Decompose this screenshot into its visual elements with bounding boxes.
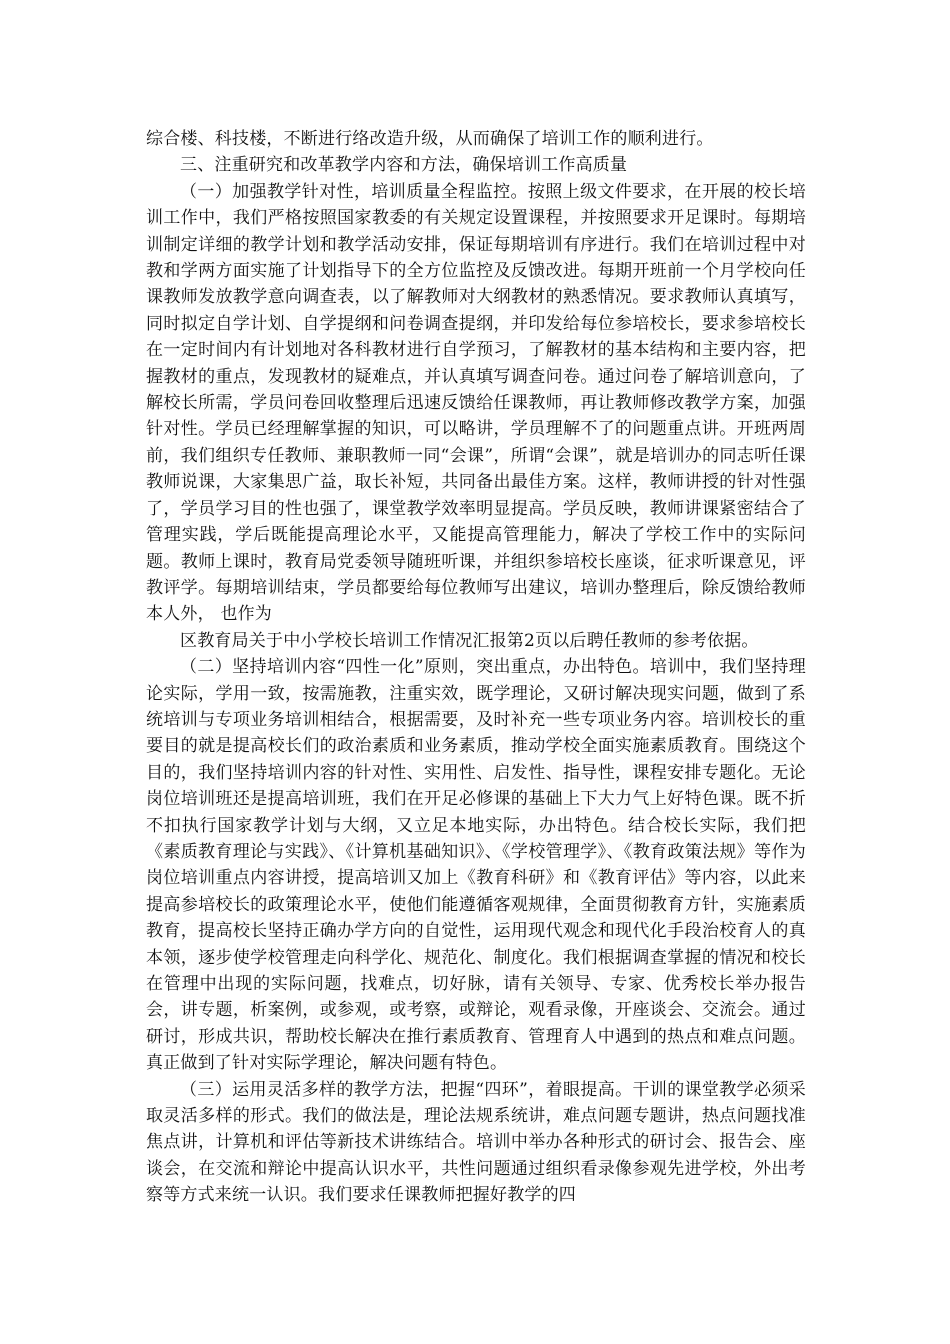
paragraph-1: （一）加强教学针对性，培训质量全程监控。按照上级文件要求，在开展的校长培训工作中，我们严格按照国家教委的有关规定设置课程，并按照要求开足课时。每期培训制定详细的教学计划和教学活动安排，保证每期培训有序进行。我们在培训过程中对教和学两方面实施了计划指导下的全方位监控及反馈改进。每期开班前一个月学校向任课教师发放教学意向调查表，以了解教师对大纲教材的熟悉情况。要求教师认真填写，同时拟定自学计划、自学提纲和问卷调查提纲，并印发给每位参培校长，要求参培校长在一定时间内有计划地对各科教材进行自学预习，了解教材的基本结构和主要内容，把握教材的重点，发现教材的疑难点，并认真填写调查问卷。通过问卷了解培训意向，了解校长所需，学员问卷回收整理后迅速反馈给任课教师，再让教师修改教学方案，加强针对性。学员已经理解掌握的知识，可以略讲，学员理解不了的问题重点讲。开班两周前，我们组织专任教师、兼职教师一同“会课”，所谓“会课”，就是培训办的同志听任课教师说课，大家集思广益，取长补短，共同备出最佳方案。这样，教师讲授的针对性强了，学员学习目的性也强了，课堂教学效率明显提高。学员反映，教师讲课紧密结合了管理实践，学后既能提高理论水平，又能提高管理能力，解决了学校工作中的实际问题。教师上课时，教育局党委领导随班听课，并组织参培校长座谈，征求听课意见，评教评学。每期培训结束，学员都要给每位教师写出建议，培训办整理后，除反馈给教师本人外， 也作为 <box>146 181 806 625</box>
paragraph-3: （三）运用灵活多样的教学方法，把握“四环”，着眼提高。干训的课堂教学必须采取灵活多样的形式。我们的做法是，理论法规系统讲，难点问题专题讲，热点问题找准焦点讲，计算机和评估等新技术讲练结合。培训中举办各种形式的研讨会、报告会、座谈会，在交流和辩论中提高认识水平，共性问题通过组织看录像参观先进学校，外出考察等方式来统一认识。我们要求任课教师把握好教学的四 <box>146 1079 806 1206</box>
paragraph-1-continuation: 区教育局关于中小学校长培训工作情况汇报第2页以后聘任教师的参考依据。 <box>180 630 759 651</box>
section-heading-3: 三、注重研究和改革教学内容和方法，确保培训工作高质量 <box>180 155 628 176</box>
paragraph-2: （二）坚持培训内容“四性一化”原则，突出重点，办出特色。培训中，我们坚持理论实际，学用一致，按需施教，注重实效，既学理论，又研讨解决现实问题，做到了系统培训与专项业务培训相结合，根据需要，及时补充一些专项业务内容。培训校长的重要目的就是提高校长们的政治素质和业务素质，推动学校全面实施素质教育。围绕这个目的，我们坚持培训内容的针对性、实用性、启发性、指导性，课程安排专题化。无论岗位培训班还是提高培训班，我们在开足必修课的基础上下大力气上好特色课。既不折不扣执行国家教学计划与大纲，又立足本地实际，办出特色。结合校长实际，我们把《素质教育理论与实践》、《计算机基础知识》、《学校管理学》、《教育政策法规》等作为岗位培训重点内容讲授，提高培训又加上《教育科研》和《教育评估》等内容，以此来提高参培校长的政策理论水平，使他们能遵循客观规律，全面贯彻教育方针，实施素质教育，提高校长坚持正确办学方向的自觉性，运用现代观念和现代化手段治校育人的真本领，逐步使学校管理走向科学化、规范化、制度化。我们根据调查掌握的情况和校长在管理中出现的实际问题，找难点，切好脉，请有关领导、专家、优秀校长举办报告会，讲专题，析案例，或参观，或考察，或辩论，观看录像，开座谈会、交流会。通过研讨，形成共识，帮助校长解决在推行素质教育、管理育人中遇到的热点和难点问题。真正做到了针对实际学理论，解决问题有特色。 <box>146 657 806 1074</box>
document-page <box>146 126 806 1209</box>
intro-line: 综合楼、科技楼，不断进行络改造升级，从而确保了培训工作的顺利进行。 <box>146 129 714 149</box>
